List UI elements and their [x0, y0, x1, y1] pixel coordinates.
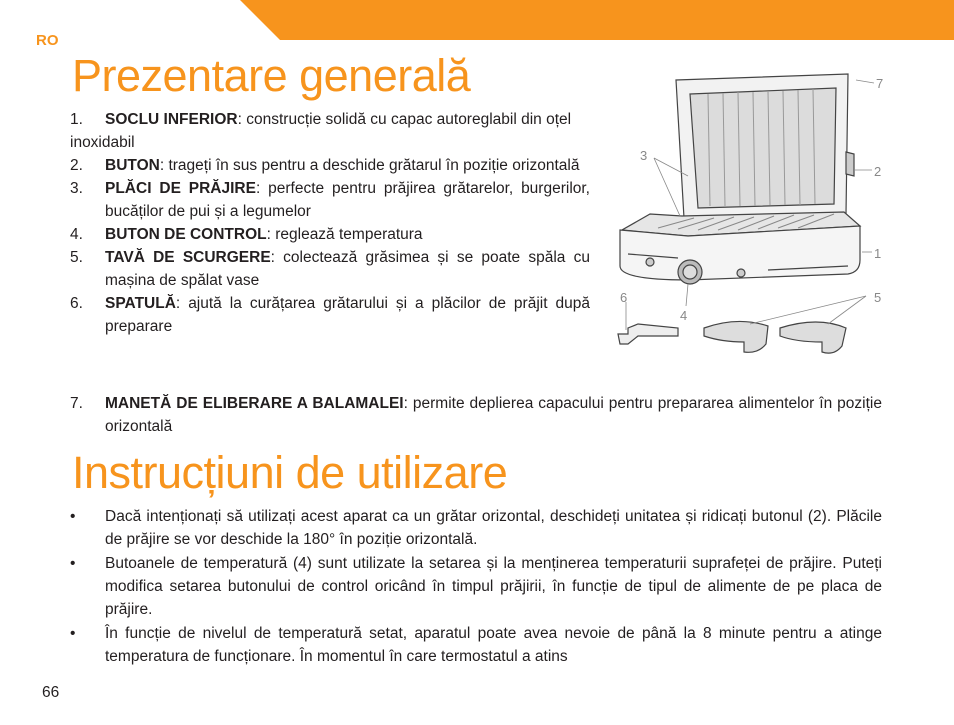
- bullet: •: [70, 555, 76, 572]
- list-item: [70, 552, 882, 621]
- callout-4: 4: [680, 308, 688, 323]
- callout-3: 3: [640, 148, 648, 163]
- item-term: TAVĂ DE SCURGERE: [105, 249, 271, 266]
- callout-6: 6: [620, 290, 628, 305]
- item-term: BUTON DE CONTROL: [105, 226, 267, 243]
- bullet: •: [70, 508, 76, 525]
- item-desc-continuation: inoxidabil: [70, 134, 135, 151]
- callout-5: 5: [874, 290, 882, 305]
- callout-1: 1: [874, 246, 882, 261]
- item-desc: : construcție solidă cu capac autoreglabil din oțel: [237, 111, 572, 128]
- list-item: 7. MANETĂ DE ELIBERARE A BALAMALEI: permite deplierea capacului pentru prepararea alimentelor în poziție orizontală: [70, 395, 882, 435]
- item-term: MANETĂ DE ELIBERARE A BALAMALEI: [105, 395, 404, 412]
- item-desc: : trageți în sus pentru a deschide grătarul în poziție orizontală: [159, 157, 580, 174]
- list-item: [70, 505, 882, 551]
- item-term: SOCLU INFERIOR: [105, 111, 238, 128]
- list-item: 3. PLĂCI DE PRĂJIRE: perfecte pentru prăjirea grătarelor, burgerilor, bucăților de pui și a legumelor: [70, 180, 590, 220]
- item-term: SPATULĂ: [105, 295, 176, 312]
- item-desc: : colectează grăsimea și se poate spăla cu mașina de spălat vase: [105, 249, 590, 289]
- item-desc: : perfecte pentru prăjirea grătarelor, burgerilor, bucăților de pui și a legumelor: [105, 180, 590, 220]
- bullet: •: [70, 625, 76, 642]
- header-accent-band: [240, 0, 954, 40]
- item-term: PLĂCI DE PRĂJIRE: [105, 180, 256, 197]
- page-number: 66: [42, 684, 60, 701]
- list-item: 4. BUTON DE CONTROL: reglează temperatura: [70, 226, 423, 243]
- item-desc: : reglează temperatura: [266, 226, 423, 243]
- instruction-list: [70, 505, 882, 669]
- language-tag: RO: [36, 32, 59, 49]
- grill-illustration: [598, 66, 898, 366]
- item-desc: : permite deplierea capacului pentru prepararea alimentelor în poziție orizontală: [105, 395, 882, 435]
- bullet-text: În funcție de nivelul de temperatură setat, aparatul poate avea nevoie de până la 8 minute pentru a atinge temperatura de funcționare. În momentul în care termostatul a atins: [105, 625, 882, 665]
- item-desc: : ajută la curățarea grătarului și a plăcilor de prăjit după preparare: [105, 295, 590, 335]
- list-item: 5. TAVĂ DE SCURGERE: colectează grăsimea și se poate spăla cu mașina de spălat vase: [70, 249, 590, 289]
- list-item: 6. SPATULĂ: ajută la curățarea grătarului și a plăcilor de prăjit după preparare: [70, 295, 590, 335]
- bullet-text: Butoanele de temperatură (4) sunt utilizate la setarea și la menținerea temperaturii suprafeței de prăjire. Puteți modifica setarea butonului de control oricând în timpul prăjirii, în funcție de tipul de alimente de pe placa de prăjire.: [105, 555, 882, 618]
- section-title-overview: Prezentare generală: [72, 50, 471, 101]
- callout-7: 7: [876, 76, 884, 91]
- component-list: [70, 108, 590, 338]
- list-item: 1. SOCLU INFERIOR: construcție solidă cu capac autoreglabil din oțel inoxidabil: [70, 108, 590, 154]
- section-title-instructions: Instrucțiuni de utilizare: [72, 447, 508, 498]
- list-item: [70, 622, 882, 668]
- bullet-text: Dacă intenționați să utilizați acest aparat ca un grătar orizontal, deschideți unitatea și ridicați butonul (2). Plăcile de prăjire se vor deschide la 180° în poziție orizontală.: [105, 508, 882, 548]
- item-term: BUTON: [105, 157, 160, 174]
- callout-2: 2: [874, 164, 882, 179]
- list-item: 2. BUTON: trageți în sus pentru a deschide grătarul în poziție orizontală: [70, 157, 580, 174]
- grill-drawing: [618, 74, 860, 353]
